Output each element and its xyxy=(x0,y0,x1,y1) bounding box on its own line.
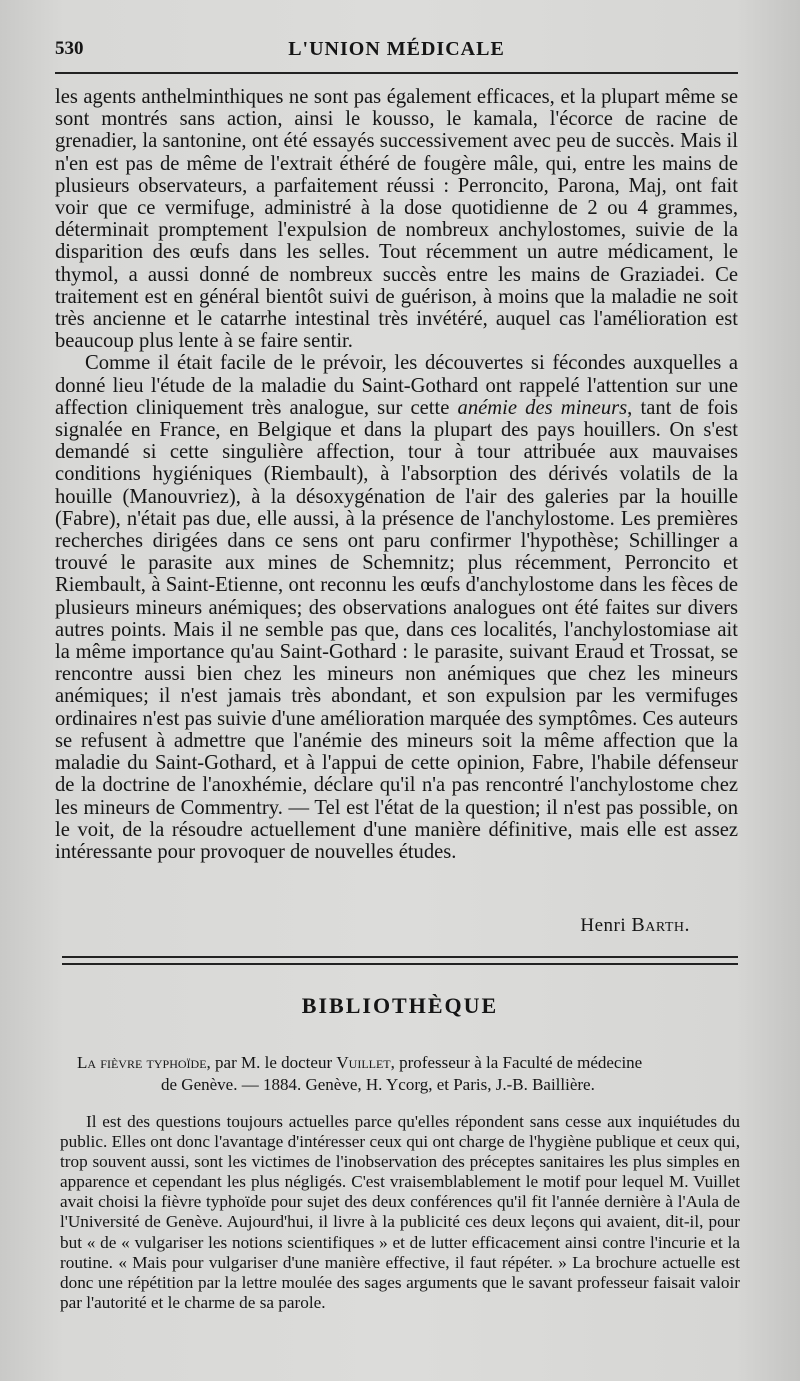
book-author: Vuillet xyxy=(336,1053,391,1072)
emphasized-term: anémie des mineurs xyxy=(457,396,628,419)
running-head xyxy=(55,38,738,66)
signature-first-name: Henri xyxy=(580,915,627,936)
section-divider xyxy=(62,956,738,965)
book-title: La fièvre typhoïde, xyxy=(77,1053,211,1072)
author-signature xyxy=(580,914,690,937)
page-number: 530 xyxy=(55,38,84,59)
paragraph-2-start: Comme il était facile de le prévoir, les découvertes si fécondes auxquelles a donné lieu l'étude de la maladie du Saint-Gothard ont rappelé l'attention sur une affection cliniquement très analogue, sur cette xyxy=(55,352,738,419)
journal-title: L'UNION MÉDICALE xyxy=(288,38,505,60)
paragraph-2-rest: , tant de fois signalée en France, en Belgique et dans la plupart des pays houillers. On s'est demandé si cette singulière affection, tour à tour attribuée aux mauvaises conditions hygiéniques (Riembault), à l'absorption des dérivés volatils de la houille (Manouvriez), à la désoxygénation de l'air des galeries par la houille (Fabre), n'était pas due, elle aussi, à la présence de l'anchylostome. Les premières recherches dirigées dans ce sens ont paru confirmer l'hypothèse; Schillinger a trouvé le parasite aux mines de Schemnitz; plus récemment, Perroncito et Riembault, à Saint-Etienne, ont reconnu les œufs d'anchylostome dans les fèces de plusieurs mineurs anémiques; des observations analogues ont été faites sur divers autres points. Mais il ne semble pas que, dans ces localités, l'anchylostomiase ait la même importance qu'au Saint-Gothard : le parasite, suivant Eraud et Trossat, se rencontre aussi bien chez les mineurs non anémiques que chez les mineurs anémiques; il n'est jamais très abondant, et son expulsion par les vermifuges ordinaires n'est pas suivie d'une amélioration marquée des symptômes. Ces auteurs se refusent à admettre que l'anémie des mineurs soit la même affection que la maladie du Saint-Gothard, et à l'appui de cette opinion, Fabre, l'habile défenseur de la doctrine de l'anoxhémie, déclare qu'il n'a pas rencontré l'anchylostome chez les mineurs de Commentry. — Tel est l'état de la question; il n'est pas possible, on le voit, de la résoudre actuellement d'une manière définitive, mais elle est assez intéressante pour provoquer de nouvelles études. xyxy=(55,396,738,863)
book-details: de Genève. — 1884. Genève, H. Ycorg, et Paris, J.-B. Baillière. xyxy=(161,1075,595,1094)
book-by: par M. le docteur xyxy=(210,1053,337,1072)
review-text: Il est des questions toujours actuelles parce qu'elles répondent sans cesse aux inquiétudes du public. Elles ont donc l'avantage d'intéresser ceux qui ont charge de l'hygiène publique et ceux qui, trop souvent aussi, sont les victimes de l'inobservation des préceptes sanitaires les plus simples en apparence et cependant les plus négligés. C'est vraisemblablement le motif pour lequel M. Vuillet avait choisi la fièvre typhoïde pour sujet des deux conférences qu'il fit l'année dernière à l'Aula de l'Université de Genève. Aujourd'hui, il livre à la publicité ces deux leçons qui avaient, dit-il, pour but « de « vulgariser les notions scientifiques » et de lutter efficacement ainsi contre l'incurie et la routine. « Mais pour vulgariser d'une manière effective, il faut répéter. » La brochure actuelle est donc une répétition par la lettre moulée des sages arguments que le savant professeur faisait valoir par l'autorité et le charme de sa parole. xyxy=(60,1112,740,1312)
section-title: BIBLIOTHÈQUE xyxy=(301,993,499,1018)
signature-last-name: Barth. xyxy=(631,914,690,936)
article-body xyxy=(55,86,738,863)
book-reference xyxy=(77,1052,738,1096)
header-rule xyxy=(55,72,738,74)
article-paragraph-1: les agents anthelminthiques ne sont pas également efficaces, et la plupart même se sont montrés sans action, ainsi le kousso, le kamala, l'écorce de racine de grenadier, la santonine, ont été essayés successivement avec peu de succès. Mais il n'en est pas de même de l'extrait éthéré de fougère mâle, qui, entre les mains de plusieurs observateurs, a parfaitement réussi : Perroncito, Parona, Maj, ont fait voir que ce vermifuge, administré à la dose quotidienne de 2 ou 4 grammes, déterminait promptement l'expulsion de nombreux anchylostomes, suivie de la disparition des œufs dans les selles. Tout récemment un autre médicament, le thymol, a aussi donné de nombreux succès entre les mains de Graziadei. Ce traitement est en général bientôt suivi de guérison, à moins que la maladie ne soit très ancienne et le catarrhe intestinal très invétéré, auquel cas l'amélioration est beaucoup plus lente à se faire sentir. xyxy=(55,86,738,353)
article-paragraph-2 xyxy=(55,352,738,863)
book-position: , professeur à la Faculté de médecine xyxy=(390,1053,643,1072)
